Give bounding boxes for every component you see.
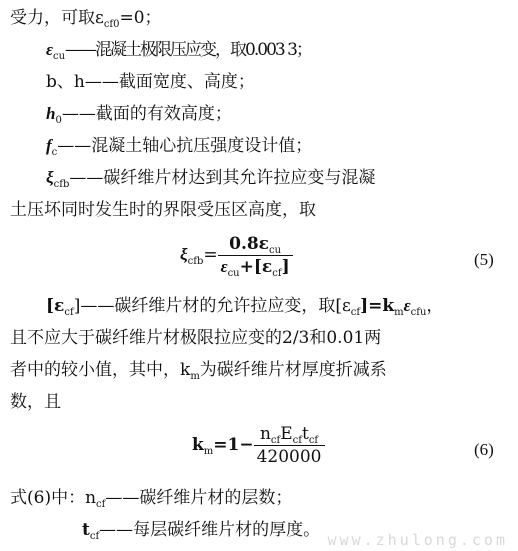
text-line-11: 数，且	[10, 392, 61, 412]
definition-xi-cfb: $\xi_{cfb}——$碳纤维片材达到其允许拉应变与混凝	[46, 168, 376, 190]
equation-5-denominator: $\varepsilon_{cu}+[\varepsilon_{cf}]$	[220, 257, 290, 279]
text-line-7: 土压坏同时发生时的界限受压区高度，取	[10, 200, 316, 220]
watermark: www.zhulong.com	[327, 531, 508, 549]
equation-5-fraction	[218, 234, 293, 277]
definition-epsilon-cu: $\varepsilon_{cu}——$混凝土极限压应变，取0.003 3；	[46, 40, 311, 62]
equation-6-number: (6)	[474, 440, 494, 459]
text-line-10: 者中的较小值，其中，$k_m$为碳纤维片材厚度折减系	[10, 360, 387, 382]
text-line-12: 式(6)中：$n_{cf}——$碳纤维片材的层数；	[10, 488, 293, 510]
equation-6: $k_m=1-$ $\frac{n_{cf}E_{cf}t_{cf}}{420000}$	[192, 424, 325, 467]
equation-5-number: (5)	[474, 250, 494, 269]
definition-tcf: $t_{cf}——$每层碳纤维片材的厚度。	[82, 520, 321, 542]
definition-epsilon-cf: $[\varepsilon_{cf}]——$碳纤维片材的允许拉应变，取$[\varepsilon_{cf}]=k_m\varepsilon_{cfu}$，	[46, 296, 444, 318]
equation-6-fraction	[254, 424, 325, 467]
definition-h0: $h_0——$截面的有效高度；	[46, 104, 232, 126]
text-line-1: 受力，可取$\varepsilon_{cf0}=0$；	[10, 8, 162, 30]
equation-6-denominator: 420000	[256, 447, 322, 467]
equation-6-numerator: $n_{cf}E_{cf}t_{cf}$	[254, 424, 325, 446]
equation-5: $\xi_{cfb}=$ $\frac{0.8\varepsilon_{cu}}{\varepsilon_{cu}+[\varepsilon_{cf}]}$	[180, 234, 293, 277]
text-line-9: 且不应大于碳纤维片材极限拉应变的2/3和0.01两	[10, 328, 382, 348]
equation-5-numerator: $0.8\varepsilon_{cu}$	[218, 234, 293, 256]
definition-fc: $f_c——$混凝土轴心抗压强度设计值；	[46, 136, 313, 158]
definition-b-h: b、h——截面宽度、高度；	[46, 72, 255, 92]
